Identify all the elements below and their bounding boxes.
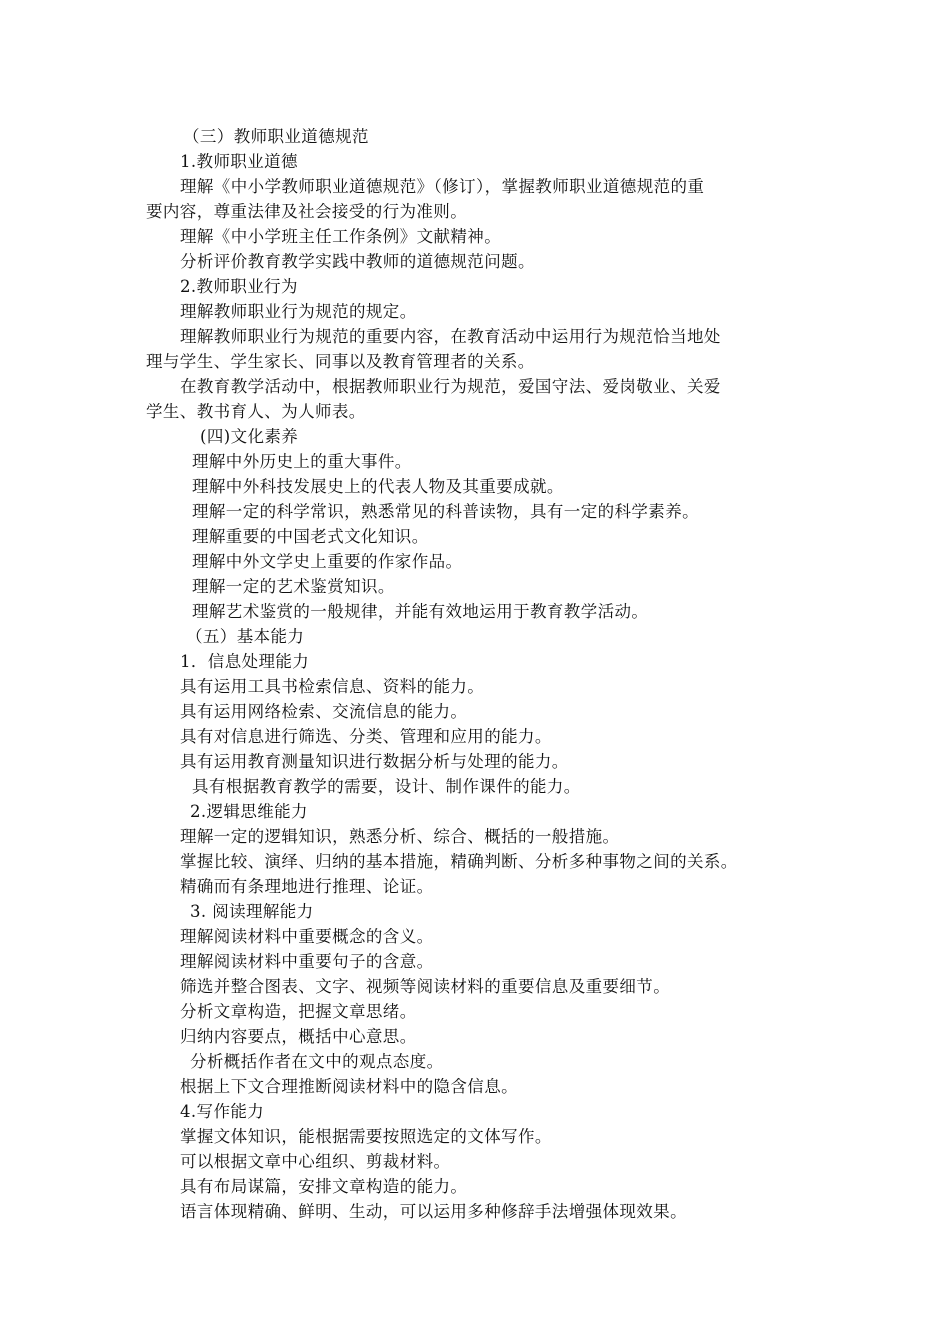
list-item: 具有运用工具书检索信息、资料的能力。 [180, 677, 485, 696]
paragraph-line: 分析评价教育教学实践中教师的道德规范问题。 [180, 252, 535, 271]
list-item: 理解阅读材料中重要句子的含意。 [180, 952, 434, 971]
paragraph-line: 在教育教学活动中，根据教师职业行为规范，爱国守法、爱岗敬业、关爱 [180, 377, 721, 396]
section-heading: (四)文化素养 [200, 427, 299, 446]
list-item: 筛选并整合图表、文字、视频等阅读材料的重要信息及重要细节。 [180, 977, 671, 996]
list-item: 理解一定的艺术鉴赏知识。 [192, 577, 395, 596]
paragraph-line: 要内容，尊重法律及社会接受的行为准则。 [146, 202, 468, 221]
list-item: 具有根据教育教学的需要，设计、制作课件的能力。 [192, 777, 581, 796]
list-item: 掌握比较、演绎、归纳的基本措施，精确判断、分析多种事物之间的关系。 [180, 852, 738, 871]
list-item: 语言体现精确、鲜明、生动，可以运用多种修辞手法增强体现效果。 [180, 1202, 687, 1221]
list-item: 具有运用网络检索、交流信息的能力。 [180, 702, 468, 721]
list-item: 理解阅读材料中重要概念的含义。 [180, 927, 434, 946]
subsection-heading: 1．信息处理能力 [180, 652, 310, 671]
list-item: 理解重要的中国老式文化知识。 [192, 527, 429, 546]
list-item: 具有运用教育测量知识进行数据分析与处理的能力。 [180, 752, 569, 771]
section-heading: （五）基本能力 [186, 627, 305, 646]
list-item: 具有布局谋篇，安排文章构造的能力。 [180, 1177, 468, 1196]
list-item: 掌握文体知识，能根据需要按照选定的文体写作。 [180, 1127, 552, 1146]
list-item: 精确而有条理地进行推理、论证。 [180, 877, 434, 896]
paragraph-line: 理解教师职业行为规范的规定。 [180, 302, 417, 321]
list-item: 理解中外科技发展史上的代表人物及其重要成就。 [192, 477, 564, 496]
paragraph-line: 理与学生、学生家长、同事以及教育管理者的关系。 [146, 352, 535, 371]
list-item: 具有对信息进行筛选、分类、管理和应用的能力。 [180, 727, 552, 746]
list-item: 理解艺术鉴赏的一般规律，并能有效地运用于教育教学活动。 [192, 602, 649, 621]
list-item: 理解中外历史上的重大事件。 [192, 452, 412, 471]
section-heading: （三）教师职业道德规范 [183, 127, 369, 146]
paragraph-line: 理解《中小学班主任工作条例》文献精神。 [180, 227, 502, 246]
list-item: 理解中外文学史上重要的作家作品。 [192, 552, 463, 571]
paragraph-line: 理解教师职业行为规范的重要内容，在教育活动中运用行为规范恰当地处 [180, 327, 721, 346]
list-item: 根据上下文合理推断阅读材料中的隐含信息。 [180, 1077, 518, 1096]
paragraph-line: 学生、教书育人、为人师表。 [146, 402, 366, 421]
subsection-heading: 3. 阅读理解能力 [190, 902, 314, 921]
subsection-heading: 2.逻辑思维能力 [190, 802, 308, 821]
subsection-heading: 2.教师职业行为 [180, 277, 298, 296]
list-item: 可以根据文章中心组织、剪裁材料。 [180, 1152, 451, 1171]
list-item: 归纳内容要点，概括中心意思。 [180, 1027, 417, 1046]
list-item: 分析概括作者在文中的观点态度。 [190, 1052, 444, 1071]
list-item: 分析文章构造，把握文章思绪。 [180, 1002, 417, 1021]
subsection-heading: 1.教师职业道德 [180, 152, 298, 171]
paragraph-line: 理解《中小学教师职业道德规范》（修订），掌握教师职业道德规范的重 [180, 177, 705, 196]
subsection-heading: 4.写作能力 [180, 1102, 265, 1121]
list-item: 理解一定的科学常识，熟悉常见的科普读物，具有一定的科学素养。 [192, 502, 699, 521]
list-item: 理解一定的逻辑知识，熟悉分析、综合、概括的一般措施。 [180, 827, 620, 846]
